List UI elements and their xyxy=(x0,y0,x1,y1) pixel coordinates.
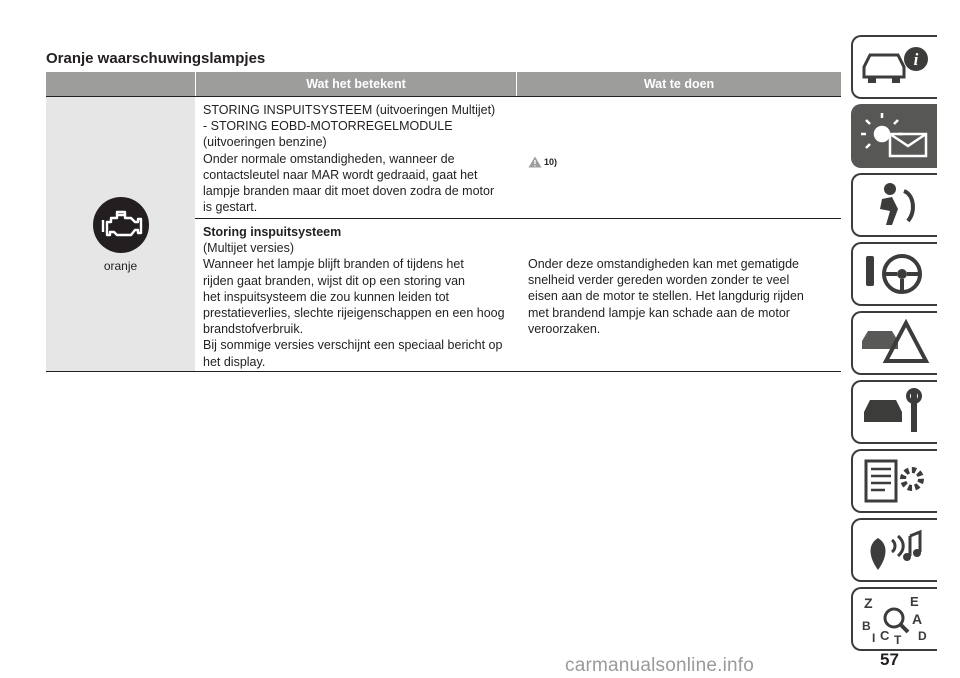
table-body xyxy=(46,97,841,372)
row2-action-line: snelheid verder gereden worden zonder te veel xyxy=(528,273,790,288)
svg-text:i: i xyxy=(913,50,919,69)
row1-meaning-line: Onder normale omstandigheden, wanneer de xyxy=(203,151,455,166)
row2-meaning-line: het display. xyxy=(203,354,266,369)
tab-emergency[interactable] xyxy=(851,311,937,375)
car-info-icon xyxy=(860,45,930,89)
header-action: Wat te doen xyxy=(643,77,715,91)
index-letter: T xyxy=(894,633,902,644)
warning-lights-table xyxy=(46,72,841,372)
header-meaning: Wat het betekent xyxy=(196,72,517,96)
index-letter: Z xyxy=(864,595,873,611)
tab-index[interactable] xyxy=(851,587,937,651)
row1-meaning-line: (uitvoeringen benzine) xyxy=(203,135,327,150)
index-letter: E xyxy=(910,594,919,609)
row2-action-line: Onder deze omstandigheden kan met gematigde xyxy=(528,257,800,271)
row2-meaning-line: Bij sommige versies verschijnt een speciaal bericht op xyxy=(203,338,503,353)
table-row xyxy=(195,219,841,371)
index-letter: B xyxy=(862,619,871,633)
breakdown-triangle-icon xyxy=(860,319,930,367)
car-wrench-icon xyxy=(860,388,930,436)
page-number: 57 xyxy=(880,650,899,669)
table-header xyxy=(46,72,841,96)
index-letter: A xyxy=(912,611,923,627)
tab-warning-lights[interactable] xyxy=(851,104,937,168)
watermark: carmanualsonline.info xyxy=(565,655,755,676)
row1-meaning-line: is gestart. xyxy=(203,200,258,215)
row2-action-line: met brandend lampje kan schade aan de motor xyxy=(528,305,790,320)
row1-action xyxy=(514,97,841,218)
note-reference-number: 10) xyxy=(544,157,558,167)
alphabetical-index-icon xyxy=(860,594,930,644)
multimedia-icon xyxy=(860,526,930,574)
row1-meaning-line: lampje branden maar dit moet doven zodra de motor xyxy=(203,184,495,199)
row2-meaning-line: rijden gaat branden, wijst dit op een storing van xyxy=(203,273,465,288)
warning-light-message-icon xyxy=(860,112,930,160)
engine-check-icon xyxy=(91,195,151,255)
index-letter: C xyxy=(880,628,890,643)
row2-meaning xyxy=(195,219,514,371)
lamp-cell xyxy=(46,97,195,371)
index-letter: D xyxy=(918,629,927,643)
row2-action-line: eisen aan de motor te stellen. Het langdurig rijden xyxy=(528,289,804,304)
header-empty-cell xyxy=(46,72,196,96)
chapter-tabs xyxy=(851,35,937,656)
row2-meaning-line: Wanneer het lampje blijft branden of tijdens het xyxy=(203,257,464,272)
tab-maintenance[interactable] xyxy=(851,380,937,444)
warning-triangle-icon xyxy=(528,156,542,168)
row2-meaning-line: prestatieverlies, slechte rijeigenschappen en een hoog xyxy=(203,306,505,321)
seat-airbag-icon xyxy=(860,181,930,229)
tab-multimedia[interactable] xyxy=(851,518,937,582)
table-row xyxy=(195,97,841,219)
row2-action-line: veroorzaken. xyxy=(528,321,601,336)
tab-car-info[interactable] xyxy=(851,35,937,99)
row2-meaning-line: (Multijet versies) xyxy=(203,241,294,256)
table-rows xyxy=(195,97,841,371)
row1-meaning xyxy=(195,97,514,218)
row2-meaning-line: brandstofverbruik. xyxy=(203,322,304,337)
tab-starting-driving[interactable] xyxy=(851,242,937,306)
row2-heading: Storing inspuitsysteem xyxy=(203,225,342,239)
lamp-color-label: oranje xyxy=(103,259,138,273)
note-reference xyxy=(528,154,833,170)
tab-technical-data[interactable] xyxy=(851,449,937,513)
row2-meaning-line: het inspuitsysteem die zou kunnen leiden tot xyxy=(203,289,449,304)
row1-meaning-line: STORING INSPUITSYSTEEM (uitvoeringen Multijet) xyxy=(203,103,496,117)
row1-meaning-line: contactsleutel naar MAR wordt gedraaid, gaat het xyxy=(203,167,478,182)
index-letter: I xyxy=(872,631,876,644)
specs-gear-icon xyxy=(860,457,930,505)
page-title: Oranje waarschuwingslampjes xyxy=(46,50,266,67)
tab-safety[interactable] xyxy=(851,173,937,237)
row2-action xyxy=(514,219,841,371)
key-steering-wheel-icon xyxy=(860,250,930,298)
row1-meaning-line: - STORING EOBD-MOTORREGELMODULE xyxy=(203,119,453,134)
